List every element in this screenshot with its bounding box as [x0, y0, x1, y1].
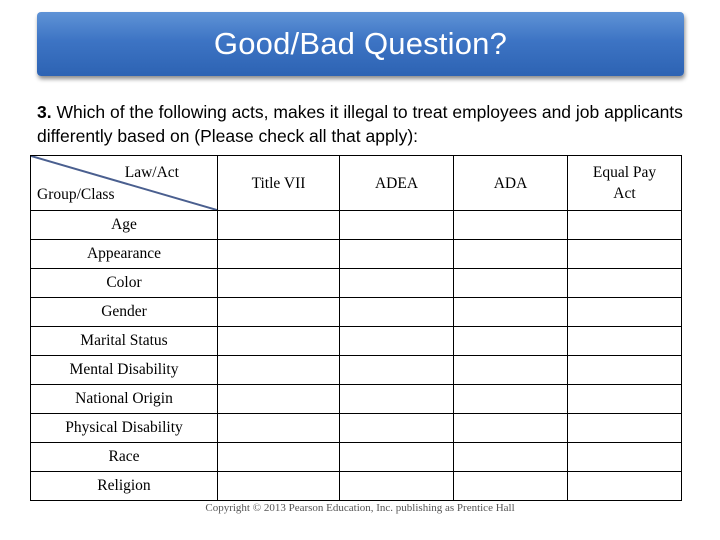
table-row — [31, 414, 682, 443]
table-row — [31, 327, 682, 356]
check-cell[interactable] — [568, 356, 682, 385]
column-header-ada: ADA — [454, 156, 568, 211]
copyright-footer: Copyright © 2013 Pearson Education, Inc. publishing as Prentice Hall — [205, 502, 515, 514]
check-cell[interactable] — [218, 414, 340, 443]
title-banner — [37, 12, 684, 76]
table-row — [31, 356, 682, 385]
table-row — [31, 472, 682, 501]
check-cell[interactable] — [340, 327, 454, 356]
check-cell[interactable] — [340, 443, 454, 472]
check-cell[interactable] — [454, 269, 568, 298]
check-cell[interactable] — [218, 472, 340, 501]
corner-group-class-label: Group/Class — [37, 186, 115, 203]
table-row — [31, 269, 682, 298]
table-row — [31, 385, 682, 414]
check-cell[interactable] — [218, 327, 340, 356]
check-cell[interactable] — [218, 240, 340, 269]
row-label: Physical Disability — [31, 414, 218, 443]
check-cell[interactable] — [454, 356, 568, 385]
check-cell[interactable] — [454, 472, 568, 501]
table-row — [31, 298, 682, 327]
check-cell[interactable] — [340, 298, 454, 327]
check-cell[interactable] — [218, 385, 340, 414]
check-cell[interactable] — [340, 472, 454, 501]
row-label: Marital Status — [31, 327, 218, 356]
row-label: Gender — [31, 298, 218, 327]
check-cell[interactable] — [568, 269, 682, 298]
check-cell[interactable] — [218, 356, 340, 385]
corner-law-act-label: Law/Act — [124, 164, 179, 181]
check-cell[interactable] — [340, 385, 454, 414]
check-cell[interactable] — [454, 298, 568, 327]
check-cell[interactable] — [568, 327, 682, 356]
row-label: Color — [31, 269, 218, 298]
check-cell[interactable] — [568, 472, 682, 501]
check-cell[interactable] — [568, 240, 682, 269]
row-label: Age — [31, 211, 218, 240]
question-number: 3. — [37, 102, 52, 122]
row-label: Mental Disability — [31, 356, 218, 385]
check-cell[interactable] — [218, 298, 340, 327]
equal-pay-act-label: Equal Pay Act — [592, 164, 657, 202]
check-cell[interactable] — [218, 269, 340, 298]
table-header-row — [31, 156, 682, 211]
question-body: Which of the following acts, makes it illegal to treat employees and job applicants differently based on (Please check all that apply): — [37, 102, 683, 146]
row-label: Appearance — [31, 240, 218, 269]
check-cell[interactable] — [340, 356, 454, 385]
check-cell[interactable] — [454, 414, 568, 443]
check-cell[interactable] — [454, 327, 568, 356]
check-cell[interactable] — [340, 269, 454, 298]
corner-header-cell — [31, 156, 218, 211]
column-header-title-vii: Title VII — [218, 156, 340, 211]
column-header-adea: ADEA — [340, 156, 454, 211]
row-label: Religion — [31, 472, 218, 501]
check-cell[interactable] — [454, 385, 568, 414]
slide-title: Good/Bad Question? — [213, 26, 508, 61]
check-cell[interactable] — [454, 443, 568, 472]
check-cell[interactable] — [218, 443, 340, 472]
check-cell[interactable] — [454, 211, 568, 240]
table-row — [31, 211, 682, 240]
check-cell[interactable] — [568, 298, 682, 327]
table-row — [31, 443, 682, 472]
check-cell[interactable] — [568, 385, 682, 414]
row-label: National Origin — [31, 385, 218, 414]
column-header-equal-pay-act — [568, 156, 682, 211]
check-cell[interactable] — [568, 211, 682, 240]
check-cell[interactable] — [218, 211, 340, 240]
check-cell[interactable] — [568, 443, 682, 472]
check-cell[interactable] — [340, 211, 454, 240]
check-cell[interactable] — [340, 240, 454, 269]
check-cell[interactable] — [568, 414, 682, 443]
question-text — [37, 100, 697, 148]
table-row — [31, 240, 682, 269]
check-cell[interactable] — [340, 414, 454, 443]
check-cell[interactable] — [454, 240, 568, 269]
acts-table — [30, 155, 682, 501]
row-label: Race — [31, 443, 218, 472]
